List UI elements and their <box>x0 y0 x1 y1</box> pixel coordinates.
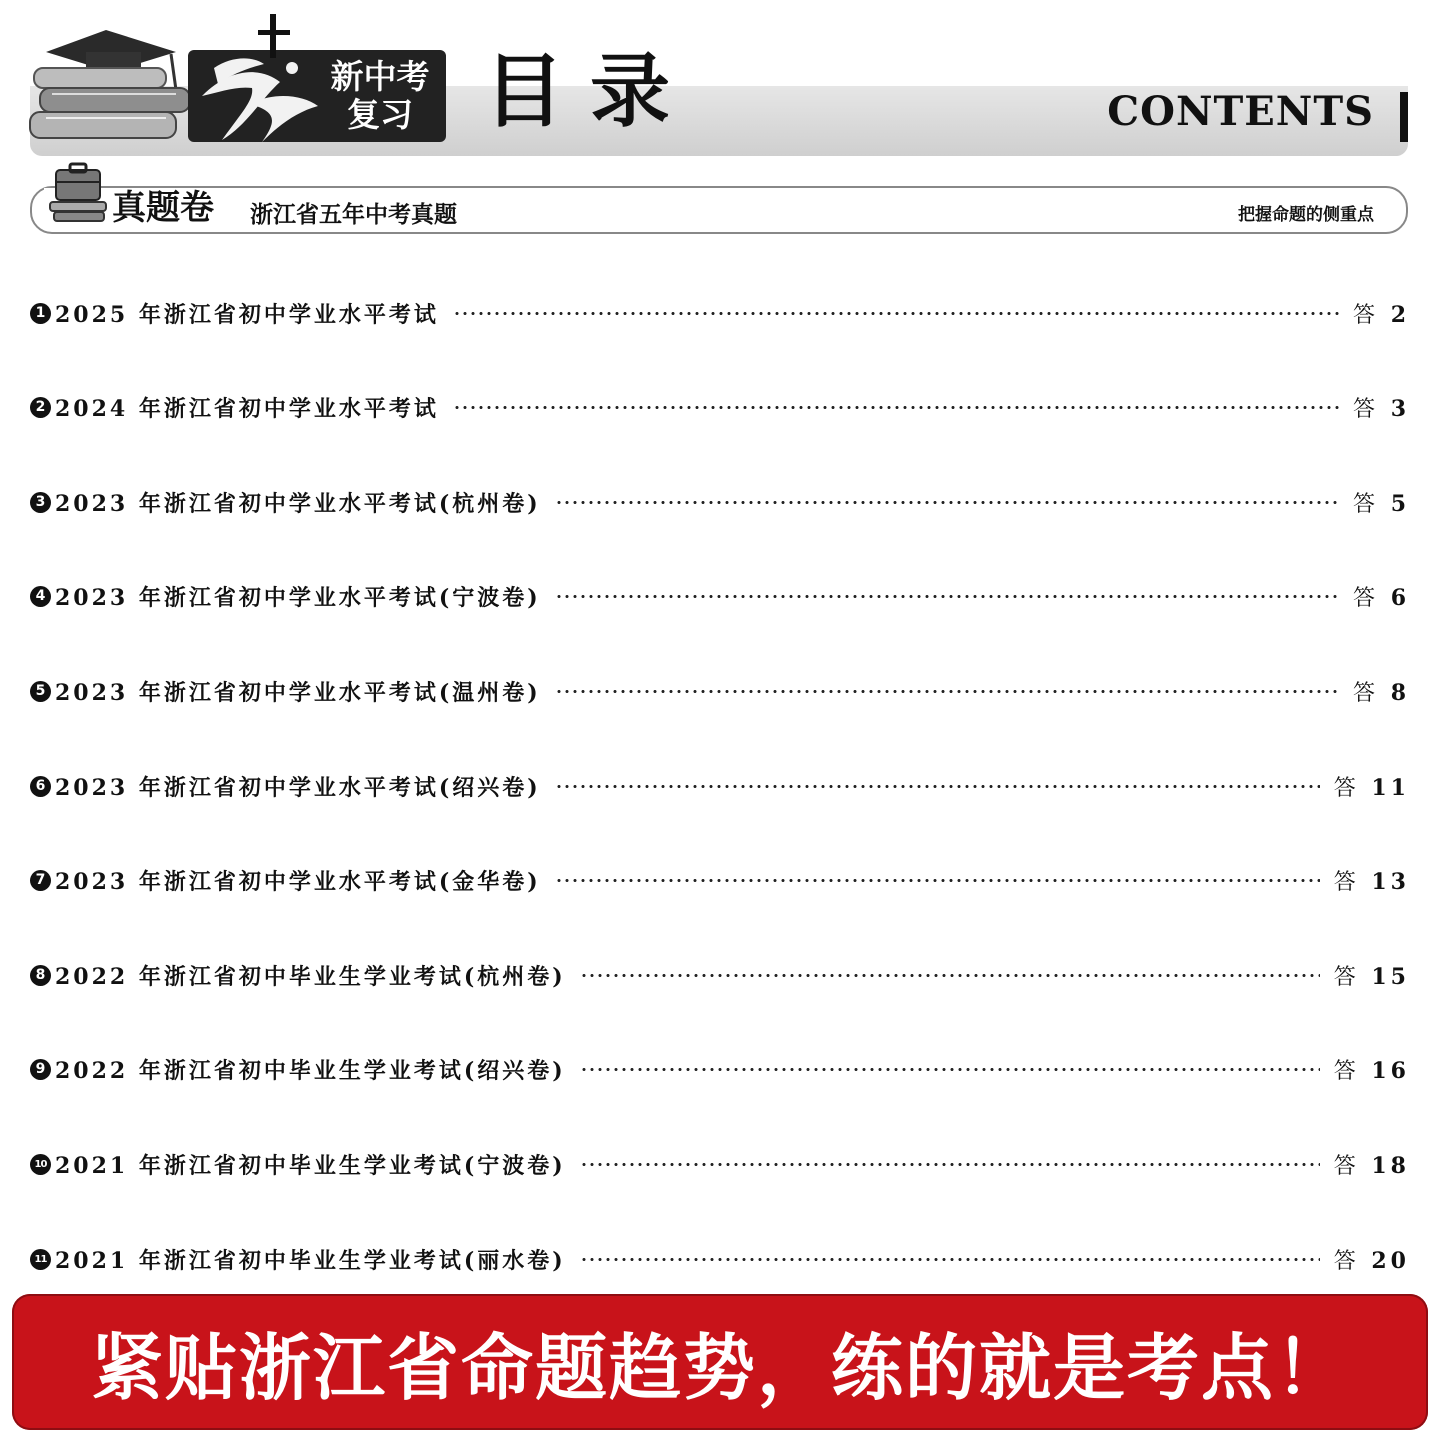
toc-item[interactable] <box>30 952 1410 998</box>
toc-item[interactable] <box>30 668 1410 714</box>
page-title: 目录 <box>484 45 696 138</box>
toc-leader-dots <box>555 879 1320 882</box>
toc-number-badge: 5 <box>30 681 51 702</box>
section-tagline: 把握命题的侧重点 <box>1238 205 1374 225</box>
toc-number-badge: 7 <box>30 870 51 891</box>
toc-title: 2021 年浙江省初中毕业生学业考试(宁波卷) <box>55 1152 566 1179</box>
briefcase-books-icon <box>46 162 110 226</box>
header-bar-accent <box>1400 92 1408 142</box>
toc-answer-label: 答 <box>1353 302 1380 328</box>
toc-answer-label: 答 <box>1333 1248 1360 1274</box>
toc-page-number: 20 <box>1371 1247 1410 1274</box>
toc-page <box>1334 1244 1410 1275</box>
toc-title: 2023 年浙江省初中学业水平考试(杭州卷) <box>55 490 541 517</box>
toc-title: 2022 年浙江省初中毕业生学业考试(绍兴卷) <box>55 1058 566 1085</box>
toc-item[interactable] <box>30 1141 1410 1187</box>
toc-leader-dots <box>580 1258 1320 1261</box>
toc-item[interactable] <box>30 574 1410 620</box>
toc-item[interactable] <box>30 1236 1410 1282</box>
toc-item[interactable] <box>30 479 1410 525</box>
toc-leader-dots <box>453 406 1339 409</box>
toc-item[interactable] <box>30 858 1410 904</box>
toc-answer-label: 答 <box>1333 964 1360 990</box>
toc-title: 2023 年浙江省初中学业水平考试(宁波卷) <box>55 585 541 612</box>
toc-page <box>1353 581 1410 612</box>
toc-title: 2025 年浙江省初中学业水平考试 <box>55 301 439 328</box>
toc-title: 2022 年浙江省初中毕业生学业考试(杭州卷) <box>55 963 566 990</box>
toc-number-badge: 10 <box>30 1154 51 1175</box>
toc-leader-dots <box>555 501 1339 504</box>
toc-page <box>1353 392 1410 423</box>
toc-title: 2023 年浙江省初中学业水平考试(温州卷) <box>55 679 541 706</box>
logo-text <box>318 58 442 134</box>
toc-leader-dots <box>555 690 1339 693</box>
toc-number-badge: 3 <box>30 492 51 513</box>
toc-title: 2023 年浙江省初中学业水平考试(金华卷) <box>55 869 541 896</box>
toc-answer-label: 答 <box>1353 491 1380 517</box>
logo-line2: 复习 <box>347 95 413 134</box>
toc-page <box>1334 960 1410 991</box>
toc-answer-label: 答 <box>1353 397 1380 423</box>
calligraphy-logo-icon <box>192 8 332 148</box>
toc-page <box>1334 865 1410 896</box>
toc-number-badge: 1 <box>30 303 51 324</box>
toc-number-badge: 11 <box>30 1249 51 1270</box>
toc-page <box>1334 1149 1410 1180</box>
toc-page <box>1334 1054 1410 1085</box>
toc-title: 2024 年浙江省初中学业水平考试 <box>55 396 439 423</box>
toc-item[interactable] <box>30 290 1410 336</box>
page-header <box>0 0 1440 165</box>
toc-page-number: 16 <box>1371 1058 1410 1085</box>
toc-item[interactable] <box>30 763 1410 809</box>
toc-page <box>1353 676 1410 707</box>
toc-number-badge: 4 <box>30 586 51 607</box>
toc-page-number: 6 <box>1390 585 1410 612</box>
toc-leader-dots <box>580 974 1320 977</box>
toc-answer-label: 答 <box>1333 870 1360 896</box>
section-title: 真题卷 <box>112 188 214 228</box>
toc-answer-label: 答 <box>1353 586 1380 612</box>
toc-leader-dots <box>555 785 1320 788</box>
toc-answer-label: 答 <box>1333 1153 1360 1179</box>
toc-page <box>1353 298 1410 329</box>
logo-line1: 新中考 <box>330 57 430 96</box>
toc-answer-label: 答 <box>1333 775 1360 801</box>
toc-page-number: 15 <box>1371 963 1410 990</box>
toc-answer-label: 答 <box>1353 680 1380 706</box>
toc-title: 2023 年浙江省初中学业水平考试(绍兴卷) <box>55 774 541 801</box>
toc-item[interactable] <box>30 385 1410 431</box>
toc-item[interactable] <box>30 1047 1410 1093</box>
toc-page-number: 5 <box>1390 490 1410 517</box>
toc-page-number: 18 <box>1371 1152 1410 1179</box>
toc-number-badge: 9 <box>30 1059 51 1080</box>
books-graduation-cap-icon <box>26 22 196 147</box>
toc-number-badge: 8 <box>30 965 51 986</box>
toc-leader-dots <box>580 1163 1320 1166</box>
promo-banner-text: 紧贴浙江省命题趋势，练的就是考点！ <box>90 1326 1349 1410</box>
toc-leader-dots <box>453 312 1339 315</box>
toc-leader-dots <box>555 595 1339 598</box>
toc-page-number: 11 <box>1371 774 1410 801</box>
toc-page <box>1334 771 1410 802</box>
section-subtitle: 浙江省五年中考真题 <box>250 202 457 228</box>
toc-page-number: 13 <box>1371 869 1410 896</box>
toc-answer-label: 答 <box>1333 1059 1360 1085</box>
toc-leader-dots <box>580 1068 1320 1071</box>
promo-banner <box>12 1294 1428 1430</box>
toc-number-badge: 6 <box>30 776 51 797</box>
section-bar <box>30 186 1408 234</box>
contents-label: CONTENTS <box>1107 88 1374 135</box>
toc-page-number: 8 <box>1390 679 1410 706</box>
toc-page-number: 3 <box>1390 396 1410 423</box>
toc-page <box>1353 487 1410 518</box>
toc-number-badge: 2 <box>30 397 51 418</box>
toc-title: 2021 年浙江省初中毕业生学业考试(丽水卷) <box>55 1247 566 1274</box>
toc-page-number: 2 <box>1390 301 1410 328</box>
